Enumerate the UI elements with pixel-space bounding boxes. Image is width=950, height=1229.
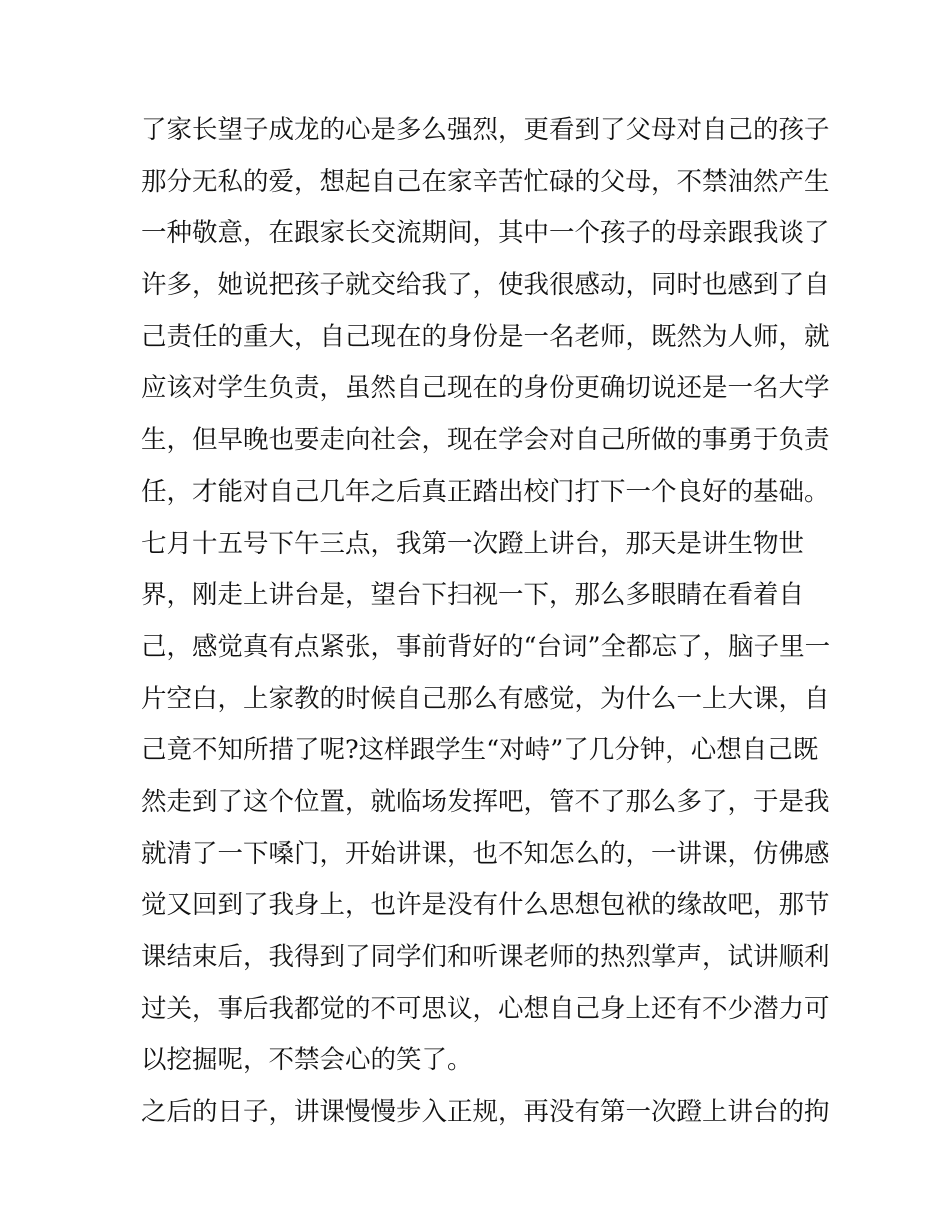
text-line: 己责任的重大，自己现在的身份是一名老师，既然为人师，就: [141, 321, 830, 352]
text-line: 以挖掘呢，不禁会心的笑了。: [141, 1045, 473, 1076]
body-text: [141, 105, 831, 1139]
text-line: 许多，她说把孩子就交给我了，使我很感动，同时也感到了自: [141, 270, 830, 301]
text-line: 一种敬意，在跟家长交流期间，其中一个孩子的母亲跟我谈了: [141, 218, 830, 249]
text-line: 七月十五号下午三点，我第一次蹬上讲台，那天是讲生物世: [141, 528, 805, 559]
text-line: 了家长望子成龙的心是多么强烈，更看到了父母对自己的孩子: [141, 115, 830, 145]
text-line: 那分无私的爱，想起自己在家辛苦忙碌的父母，不禁油然产生: [141, 166, 830, 197]
text-line: 之后的日子，讲课慢慢步入正规，再没有第一次蹬上讲台的拘: [141, 1097, 830, 1128]
text-line: 生，但早晚也要走向社会，现在学会对自己所做的事勇于负责: [141, 425, 830, 456]
text-line: 过关，事后我都觉的不可思议，心想自己身上还有不少潜力可: [141, 993, 830, 1024]
text-line: 界，刚走上讲台是，望台下扫视一下，那么多眼睛在看着自: [141, 580, 805, 611]
text-line: 己，感觉真有点紧张，事前背好的“台词”全都忘了，脑子里一: [141, 631, 831, 662]
text-line: 觉又回到了我身上，也许是没有什么思想包袱的缘故吧，那节: [141, 890, 830, 921]
text-line: 然走到了这个位置，就临场发挥吧，管不了那么多了，于是我: [141, 786, 830, 817]
text-line: 应该对学生负责，虽然自己现在的身份更确切说还是一名大学: [141, 373, 830, 404]
text-line: 就清了一下嗓门，开始讲课，也不知怎么的，一讲课，仿佛感: [141, 838, 830, 869]
text-line: 片空白，上家教的时候自己那么有感觉，为什么一上大课，自: [141, 683, 830, 714]
text-line: 任，才能对自己几年之后真正踏出校门打下一个良好的基础。: [141, 476, 830, 507]
text-line: 己竟不知所措了呢?这样跟学生“对峙”了几分钟，心想自己既: [141, 735, 819, 766]
text-line: 课结束后，我得到了同学们和听课老师的热烈掌声，试讲顺利: [141, 942, 830, 972]
